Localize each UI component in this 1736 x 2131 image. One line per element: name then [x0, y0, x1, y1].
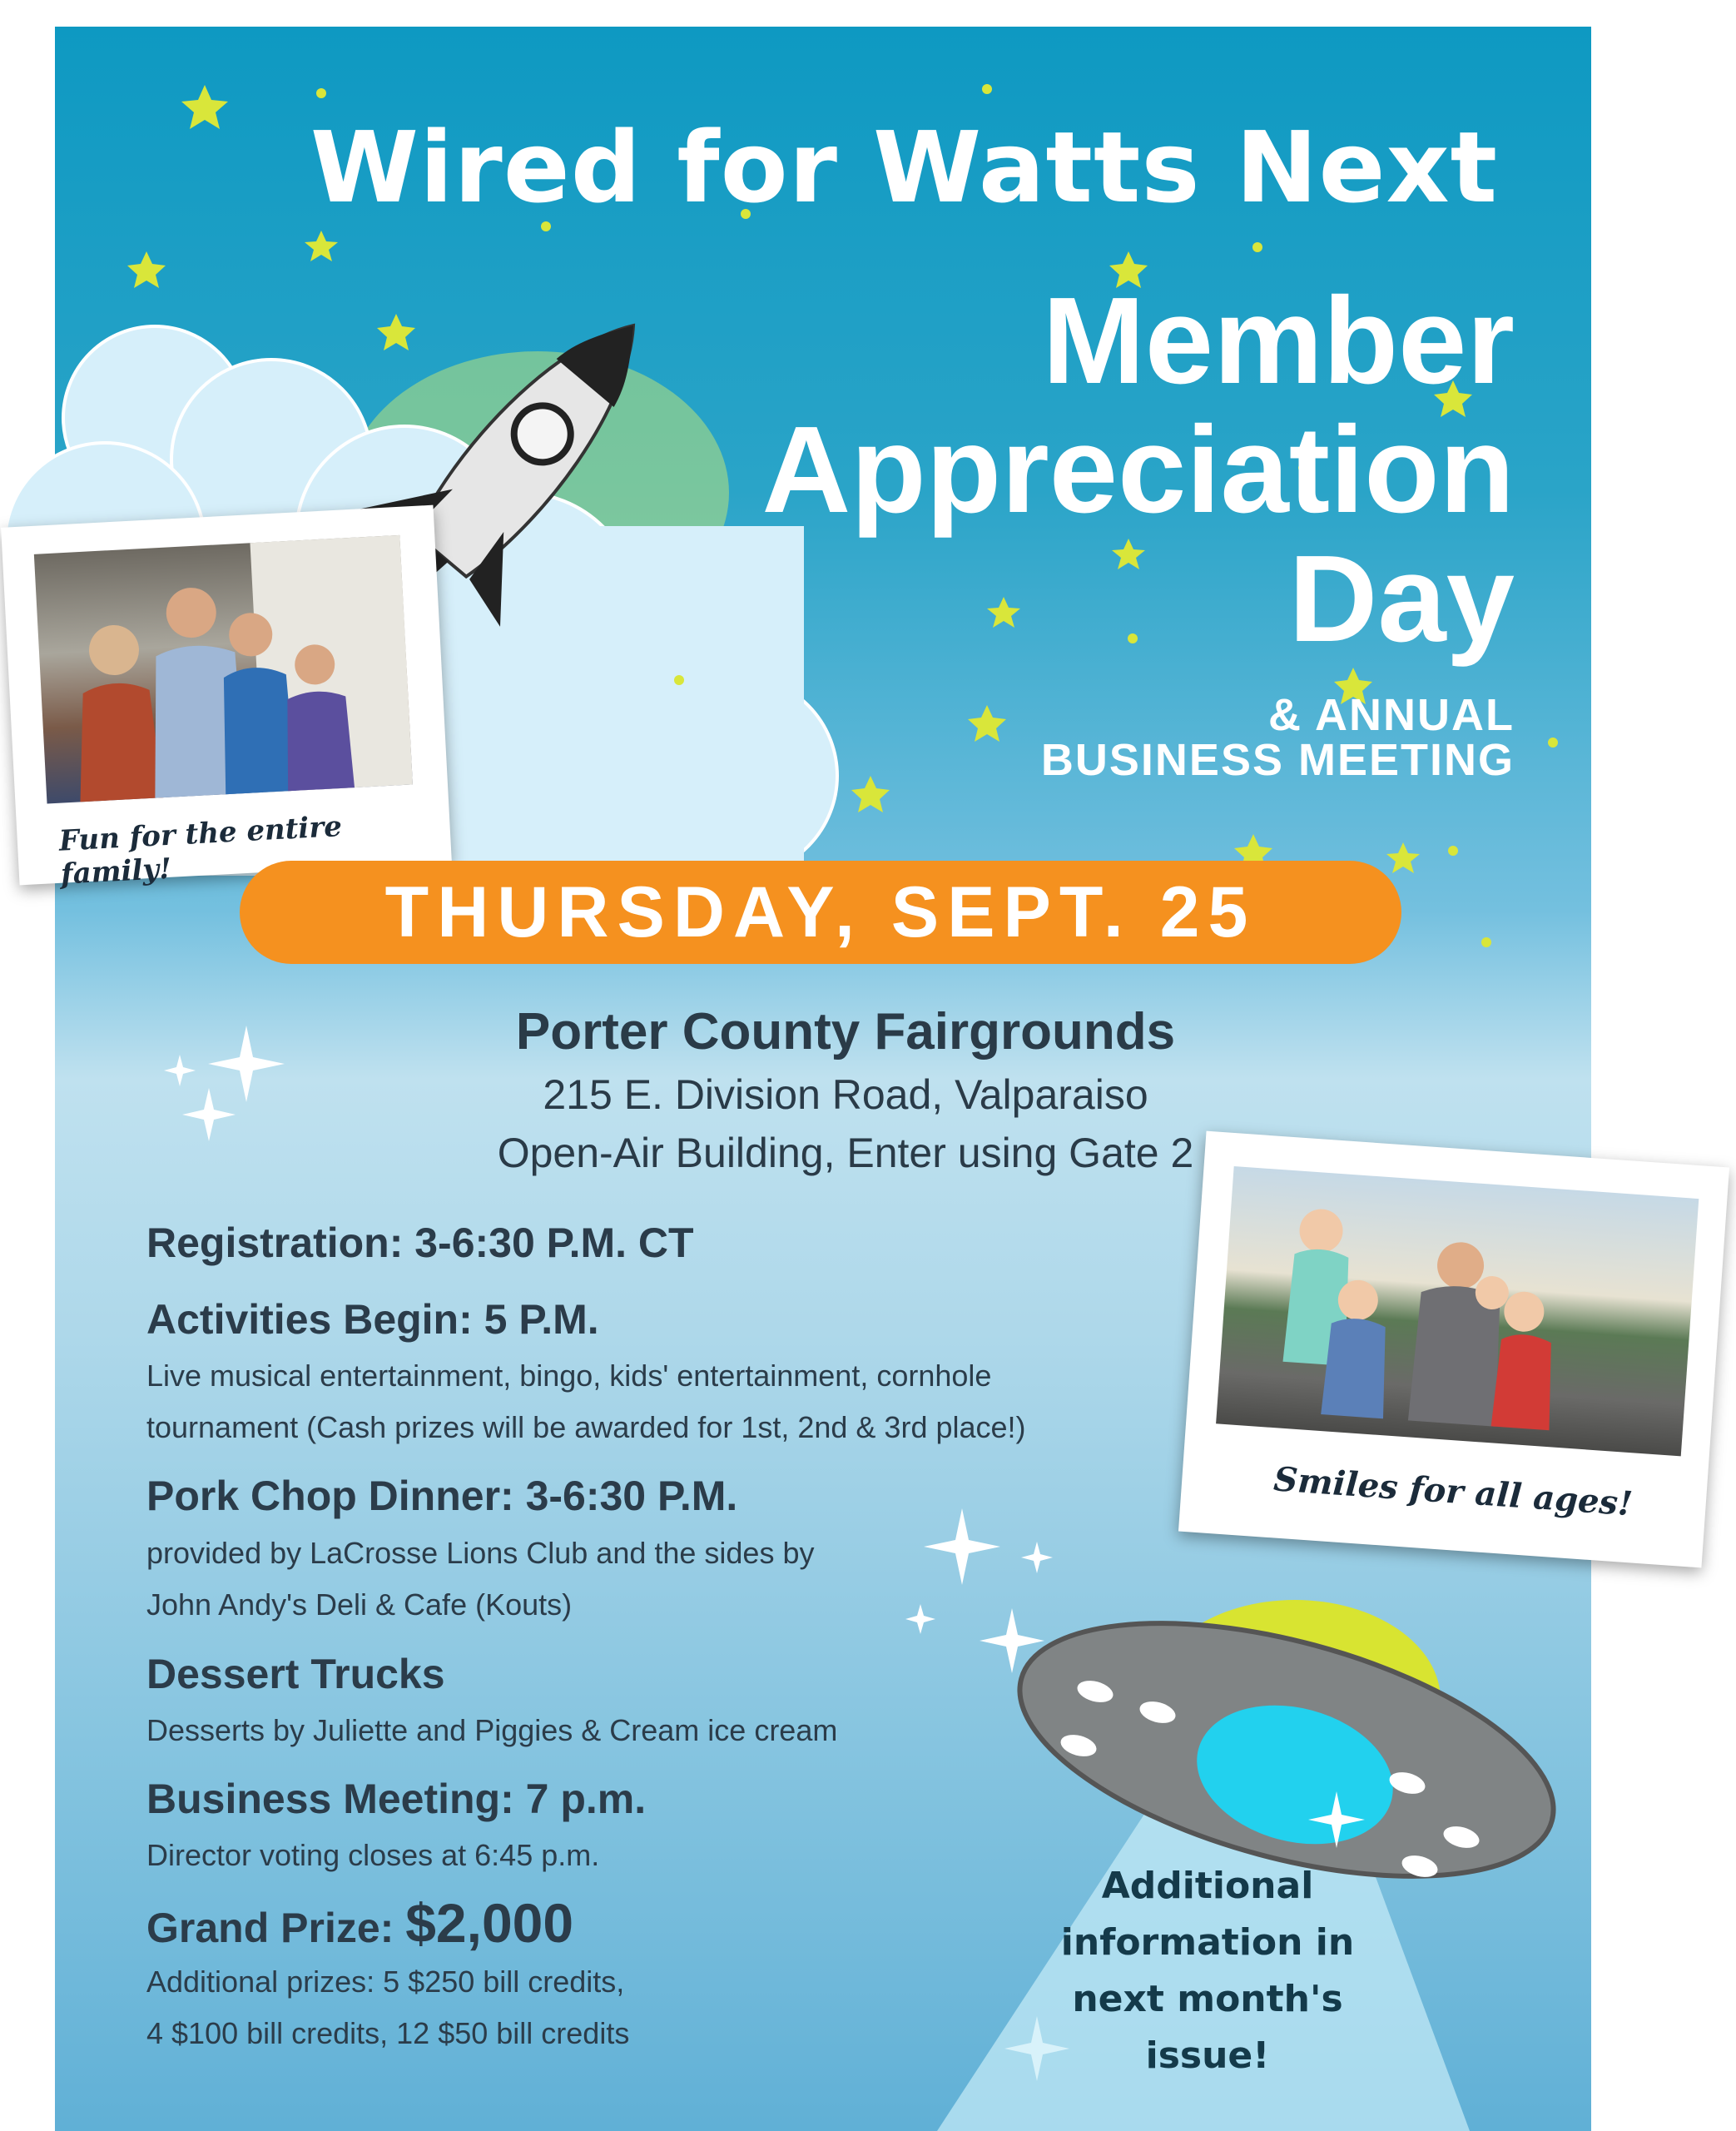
smiles-photo-card [1178, 1131, 1729, 1568]
family-photo-caption: Fun for the entire family! [57, 809, 343, 892]
schedule-heading-activities: Activities Begin: 5 P.M. [146, 1296, 599, 1343]
detail-line: Director voting closes at 6:45 p.m. [146, 1838, 600, 1872]
detail-line: provided by LaCrosse Lions Club and the sides by [146, 1536, 815, 1570]
detail-line: tournament (Cash prizes will be awarded for 1st, 2nd & 3rd place!) [146, 1410, 1026, 1444]
schedule-heading-registration: Registration: 3-6:30 P.M. CT [146, 1219, 694, 1266]
schedule-details-dinner [146, 1527, 1145, 1631]
grand-prize-label: Grand Prize: [146, 1905, 394, 1951]
title-line: Appreciation [761, 401, 1515, 539]
subtitle [1040, 690, 1515, 785]
ufo-note-line: Additional [1101, 1865, 1314, 1907]
schedule-heading-desserts: Dessert Trucks [146, 1651, 445, 1697]
ufo-note-line: issue! [1145, 2034, 1270, 2077]
date-banner-text: THURSDAY, SEPT. 25 [384, 872, 1257, 952]
family-photo [34, 535, 413, 804]
venue-address: 215 E. Division Road, Valparaiso [543, 1071, 1148, 1118]
schedule-details-business-meeting [146, 1830, 1145, 1881]
schedule-details-desserts [146, 1705, 1145, 1756]
subtitle-line: BUSINESS MEETING [1040, 735, 1515, 785]
venue-directions: Open-Air Building, Enter using Gate 2 [497, 1130, 1194, 1176]
smiles-photo [1216, 1166, 1699, 1456]
family-photo-card [1, 505, 452, 892]
venue-name: Porter County Fairgrounds [515, 1003, 1176, 1061]
detail-line: Live musical entertainment, bingo, kids' entertainment, cornhole [146, 1359, 992, 1393]
main-title [761, 272, 1515, 668]
poster [55, 27, 1634, 2131]
title-line: Member [1042, 272, 1515, 410]
title-line: Day [1288, 530, 1515, 668]
ufo-note-line: next month's [1072, 1978, 1343, 2020]
detail-line: 4 $100 bill credits, 12 $50 bill credits [146, 2016, 630, 2050]
smiles-photo-caption: Smiles for all ages! [1272, 1459, 1634, 1524]
schedule-heading-business-meeting: Business Meeting: 7 p.m. [146, 1776, 647, 1822]
grand-prize-amount: $2,000 [405, 1892, 574, 1954]
schedule-details-activities [146, 1350, 1145, 1453]
detail-line: John Andy's Deli & Cafe (Kouts) [146, 1587, 573, 1622]
script-title: Wired for Watts Next [310, 110, 1498, 225]
ufo-note [1058, 1858, 1357, 2084]
date-banner [240, 861, 1401, 964]
subtitle-line: & ANNUAL [1268, 690, 1515, 740]
detail-line: Desserts by Juliette and Piggies & Cream ice cream [146, 1713, 838, 1747]
ufo-note-line: information in [1060, 1921, 1355, 1964]
detail-line: Additional prizes: 5 $250 bill credits, [146, 1965, 625, 1999]
grand-prize-heading [146, 1891, 573, 1955]
schedule-heading-dinner: Pork Chop Dinner: 3-6:30 P.M. [146, 1473, 738, 1519]
grand-prize-details [146, 1956, 1145, 2059]
